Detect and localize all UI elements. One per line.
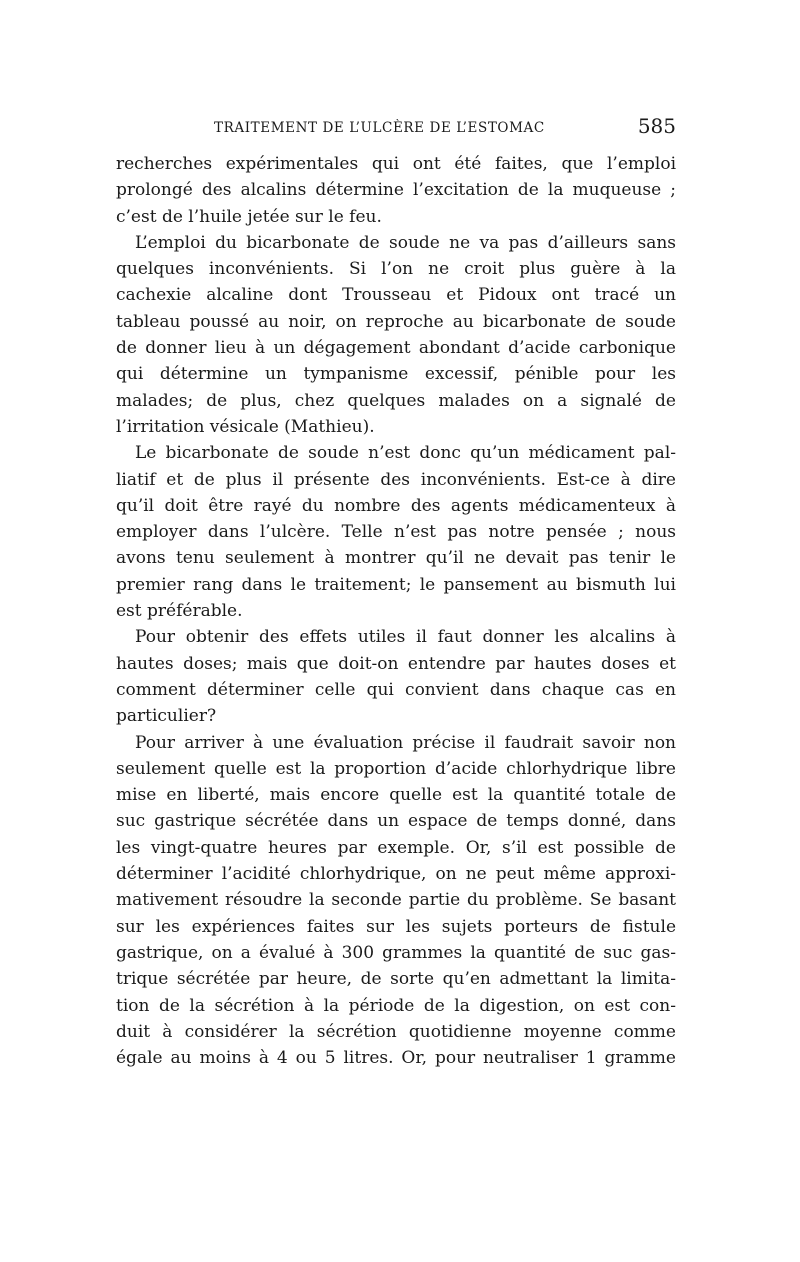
text-line: qui détermine un tympanisme excessif, pénible pour les	[116, 364, 676, 385]
text-line: tableau poussé au noir, on reproche au bicarbonate de soude	[116, 311, 676, 332]
text-line: particulier?	[116, 706, 217, 727]
paragraph-3	[116, 440, 676, 624]
text-line: égale au moins à 4 ou 5 litres. Or, pour neutraliser 1 gramme	[116, 1048, 676, 1069]
text-line: hautes doses; mais que doit-on entendre par hautes doses et	[116, 653, 676, 674]
paragraph-4	[116, 624, 676, 729]
text-line: quelques inconvénients. Si l’on ne croit plus guère à la	[116, 259, 676, 280]
text-line: Pour arriver à une évaluation précise il faudrait savoir non	[135, 732, 676, 753]
text-line: c’est de l’huile jetée sur le feu.	[116, 206, 382, 227]
text-line: premier rang dans le traitement; le pansement au bismuth lui	[116, 574, 676, 595]
text-line: duit à considérer la sécrétion quotidienne moyenne comme	[116, 1021, 676, 1042]
text-line: suc gastrique sécrétée dans un espace de temps donné, dans	[116, 811, 676, 832]
text-line: cachexie alcaline dont Trousseau et Pidoux ont tracé un	[116, 285, 676, 306]
text-line: sur les expériences faites sur les sujets porteurs de fistule	[116, 916, 676, 937]
text-line: liatif et de plus il présente des inconvénients. Est-ce à dire	[116, 469, 676, 490]
text-line: mativement résoudre la seconde partie du problème. Se basant	[116, 890, 676, 911]
text-line: qu’il doit être rayé du nombre des agents médicamenteux à	[116, 495, 676, 516]
body-text	[116, 151, 676, 1071]
text-line: tion de la sécrétion à la période de la digestion, on est con-	[116, 995, 676, 1016]
text-line: malades; de plus, chez quelques malades on a signalé de	[116, 390, 676, 411]
text-line: est préférable.	[116, 601, 243, 622]
text-line: de donner lieu à un dégagement abondant d’acide carbonique	[116, 338, 676, 359]
text-line: comment déterminer celle qui convient dans chaque cas en	[116, 679, 676, 700]
text-line: déterminer l’acidité chlorhydrique, on ne peut même approxi-	[116, 864, 676, 885]
text-line: Le bicarbonate de soude n’est donc qu’un médicament pal-	[135, 443, 676, 464]
paragraph-2	[116, 230, 676, 440]
text-line: seulement quelle est la proportion d’acide chlorhydrique libre	[116, 758, 676, 779]
paragraph-5	[116, 730, 676, 1072]
book-page	[116, 112, 676, 1071]
text-line: trique sécrétée par heure, de sorte qu’en admettant la limita-	[116, 969, 676, 990]
text-line: mise en liberté, mais encore quelle est la quantité totale de	[116, 785, 676, 806]
running-head	[116, 112, 676, 146]
text-line: L’emploi du bicarbonate de soude ne va pas d’ailleurs sans	[135, 232, 676, 253]
text-line: avons tenu seulement à montrer qu’il ne devait pas tenir le	[116, 548, 676, 569]
page-number: 585	[637, 114, 676, 138]
text-line: prolongé des alcalins détermine l’excitation de la muqueuse ;	[116, 180, 676, 201]
text-line: les vingt-quatre heures par exemple. Or, s’il est possible de	[116, 837, 676, 858]
text-line: recherches expérimentales qui ont été faites, que l’emploi	[116, 154, 676, 174]
text-line: l’irritation vésicale (Mathieu).	[116, 416, 375, 437]
running-title: TRAITEMENT DE L’ULCÈRE DE L’ESTOMAC	[214, 120, 545, 136]
text-line: Pour obtenir des effets utiles il faut donner les alcalins à	[135, 627, 676, 648]
text-line: employer dans l’ulcère. Telle n’est pas notre pensée ; nous	[116, 522, 676, 543]
text-line: gastrique, on a évalué à 300 grammes la quantité de suc gas-	[116, 942, 676, 963]
paragraph-1	[116, 151, 676, 230]
